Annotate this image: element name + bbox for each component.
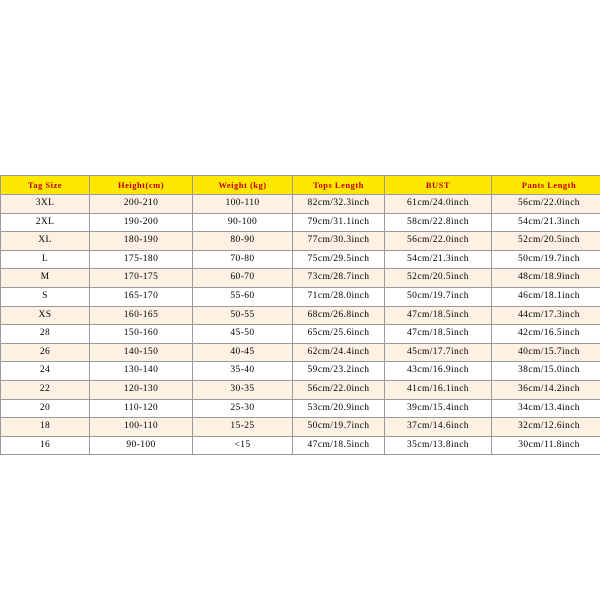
column-header-tag-size: Tag Size: [1, 176, 90, 195]
size-chart-table: [0, 175, 600, 455]
table-cell: 56cm/22.0inch: [492, 195, 600, 214]
table-header-row: [1, 176, 600, 195]
table-cell: 70-80: [193, 250, 293, 269]
table-cell: 3XL: [1, 195, 90, 214]
table-cell: 80-90: [193, 232, 293, 251]
table-cell: 28: [1, 325, 90, 344]
table-cell: 90-100: [193, 213, 293, 232]
table-cell: 46cm/18.1inch: [492, 287, 600, 306]
table-cell: 79cm/31.1inch: [293, 213, 385, 232]
table-row: [1, 232, 600, 251]
table-cell: 62cm/24.4inch: [293, 343, 385, 362]
table-cell: 90-100: [90, 436, 193, 455]
table-cell: 52cm/20.5inch: [492, 232, 600, 251]
table-cell: 120-130: [90, 380, 193, 399]
table-cell: <15: [193, 436, 293, 455]
table-cell: 40-45: [193, 343, 293, 362]
table-cell: 150-160: [90, 325, 193, 344]
table-header: [1, 176, 600, 195]
table-row: [1, 436, 600, 455]
table-cell: 75cm/29.5inch: [293, 250, 385, 269]
table-cell: 35cm/13.8inch: [385, 436, 492, 455]
column-header-pants-length: Pants Length: [492, 176, 600, 195]
table-cell: 45-50: [193, 325, 293, 344]
table-cell: 82cm/32.3inch: [293, 195, 385, 214]
table-cell: 100-110: [90, 418, 193, 437]
table-row: [1, 213, 600, 232]
column-header-bust: BUST: [385, 176, 492, 195]
table-cell: 2XL: [1, 213, 90, 232]
table-cell: 25-30: [193, 399, 293, 418]
table-cell: 175-180: [90, 250, 193, 269]
column-header-height: Height(cm): [90, 176, 193, 195]
table-cell: 20: [1, 399, 90, 418]
table-cell: 50-55: [193, 306, 293, 325]
table-cell: 30cm/11.8inch: [492, 436, 600, 455]
table-row: [1, 287, 600, 306]
table-row: [1, 325, 600, 344]
table-cell: 15-25: [193, 418, 293, 437]
table-cell: 53cm/20.9inch: [293, 399, 385, 418]
table-cell: 60-70: [193, 269, 293, 288]
table-row: [1, 269, 600, 288]
table-cell: S: [1, 287, 90, 306]
table-cell: 56cm/22.0inch: [293, 380, 385, 399]
table-cell: 110-120: [90, 399, 193, 418]
table-row: [1, 343, 600, 362]
table-cell: 26: [1, 343, 90, 362]
table-cell: 18: [1, 418, 90, 437]
table-cell: 32cm/12.6inch: [492, 418, 600, 437]
table-cell: 61cm/24.0inch: [385, 195, 492, 214]
table-cell: 52cm/20.5inch: [385, 269, 492, 288]
table-cell: 55-60: [193, 287, 293, 306]
table-cell: M: [1, 269, 90, 288]
table-cell: 100-110: [193, 195, 293, 214]
table-cell: 73cm/28.7inch: [293, 269, 385, 288]
table-cell: 24: [1, 362, 90, 381]
table-cell: 44cm/17.3inch: [492, 306, 600, 325]
table-cell: XS: [1, 306, 90, 325]
table-row: [1, 306, 600, 325]
table-cell: 42cm/16.5inch: [492, 325, 600, 344]
table-cell: 56cm/22.0inch: [385, 232, 492, 251]
table-cell: 54cm/21.3inch: [492, 213, 600, 232]
table-row: [1, 399, 600, 418]
table-cell: 47cm/18.5inch: [385, 325, 492, 344]
table-row: [1, 195, 600, 214]
table-cell: 68cm/26.8inch: [293, 306, 385, 325]
table-row: [1, 362, 600, 381]
table-cell: 35-40: [193, 362, 293, 381]
table-cell: 37cm/14.6inch: [385, 418, 492, 437]
table-row: [1, 418, 600, 437]
table-cell: L: [1, 250, 90, 269]
table-cell: 140-150: [90, 343, 193, 362]
table-body: [1, 195, 600, 455]
table-cell: 59cm/23.2inch: [293, 362, 385, 381]
table-cell: 40cm/15.7inch: [492, 343, 600, 362]
table-cell: 50cm/19.7inch: [293, 418, 385, 437]
table-cell: 16: [1, 436, 90, 455]
table-cell: 43cm/16.9inch: [385, 362, 492, 381]
table-cell: 50cm/19.7inch: [385, 287, 492, 306]
table-cell: 34cm/13.4inch: [492, 399, 600, 418]
table-cell: 165-170: [90, 287, 193, 306]
column-header-weight: Weight (kg): [193, 176, 293, 195]
table-cell: 77cm/30.3inch: [293, 232, 385, 251]
table-cell: 50cm/19.7inch: [492, 250, 600, 269]
table-cell: 54cm/21.3inch: [385, 250, 492, 269]
table-cell: 47cm/18.5inch: [293, 436, 385, 455]
table-cell: 41cm/16.1inch: [385, 380, 492, 399]
table-cell: 160-165: [90, 306, 193, 325]
table-cell: 48cm/18.9inch: [492, 269, 600, 288]
table-cell: 45cm/17.7inch: [385, 343, 492, 362]
table-cell: 180-190: [90, 232, 193, 251]
table-cell: 170-175: [90, 269, 193, 288]
table-cell: 200-210: [90, 195, 193, 214]
size-chart-container: [0, 175, 600, 455]
table-cell: 190-200: [90, 213, 193, 232]
column-header-tops-length: Tops Length: [293, 176, 385, 195]
table-cell: 71cm/28.0inch: [293, 287, 385, 306]
table-cell: 130-140: [90, 362, 193, 381]
table-cell: 65cm/25.6inch: [293, 325, 385, 344]
table-cell: 38cm/15.0inch: [492, 362, 600, 381]
table-cell: XL: [1, 232, 90, 251]
table-cell: 58cm/22.8inch: [385, 213, 492, 232]
table-cell: 30-35: [193, 380, 293, 399]
table-cell: 47cm/18.5inch: [385, 306, 492, 325]
table-cell: 39cm/15.4inch: [385, 399, 492, 418]
table-row: [1, 380, 600, 399]
table-cell: 22: [1, 380, 90, 399]
table-row: [1, 250, 600, 269]
table-cell: 36cm/14.2inch: [492, 380, 600, 399]
